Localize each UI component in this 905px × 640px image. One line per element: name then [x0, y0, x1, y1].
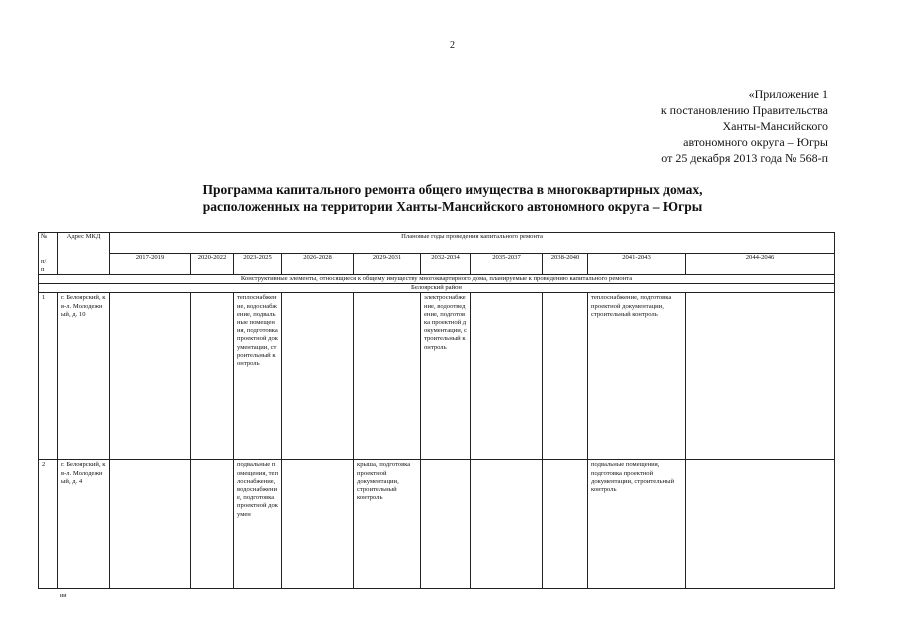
annex-line: к постановлению Правительства — [660, 103, 828, 117]
annex-line: Ханты-Мансийского — [722, 119, 828, 133]
section-caption: Конструктивные элементы, относящиеся к общему имуществу многоквартирного дома, планируемые к проведению капитального ремонта — [39, 275, 835, 284]
page-number: 2 — [450, 40, 455, 51]
header-period: 2041-2043 — [588, 254, 686, 275]
row-number: 2 — [39, 460, 58, 589]
header-period: 2017-2019 — [110, 254, 191, 275]
footer-mark: ии — [60, 593, 67, 599]
header-number — [39, 233, 58, 275]
annex-line: от 25 декабря 2013 года № 568-п — [661, 151, 828, 165]
header-number-label: № — [41, 233, 48, 240]
header-planned-years: Плановые годы проведения капитального ремонта — [110, 233, 835, 254]
table-row — [39, 293, 835, 460]
row-cell: подвальные помещения, теплоснабжение, водоснабжение, подготовка проектной докумен — [234, 460, 282, 589]
row-cell: подвальные помещения, подготовка проектной документации, строительный контроль — [588, 460, 686, 589]
header-address: Адрес МКД — [58, 233, 110, 275]
header-period: 2032-2034 — [421, 254, 471, 275]
row-cell — [686, 460, 835, 589]
row-cell: теплоснабжение, водоснабжение, подвальные помещения, подготовка проектной документации, строительный контроль — [234, 293, 282, 460]
row-cell — [543, 460, 588, 589]
row-cell — [282, 293, 354, 460]
row-cell — [471, 460, 543, 589]
row-cell — [110, 460, 191, 589]
annex-line: «Приложение 1 — [748, 87, 828, 101]
row-cell: крыша, подготовка проектной документации, строительный контроль — [354, 460, 421, 589]
row-cell — [354, 293, 421, 460]
header-number-sub: п — [41, 265, 45, 273]
annex-line: автономного округа – Югры — [683, 135, 828, 149]
document-title — [0, 182, 905, 215]
repair-program-table — [38, 232, 835, 589]
header-period: 2020-2022 — [191, 254, 234, 275]
row-address: г. Белоярский, кв-л. Молодежный, д. 10 — [58, 293, 110, 460]
row-cell — [110, 293, 191, 460]
header-period: 2029-2031 — [354, 254, 421, 275]
document-title-line: Программа капитального ремонта общего имущества в многоквартирных домах, — [202, 182, 703, 197]
row-cell — [543, 293, 588, 460]
row-cell — [686, 293, 835, 460]
document-title-line: расположенных на территории Ханты-Мансийского автономного округа – Югры — [202, 198, 703, 214]
header-period: 2044-2046 — [686, 254, 835, 275]
district-row: Белоярский район — [39, 284, 835, 293]
row-cell — [282, 460, 354, 589]
header-period: 2026-2028 — [282, 254, 354, 275]
row-address: г. Белоярский, кв-л. Молодежный, д. 4 — [58, 460, 110, 589]
row-number: 1 — [39, 293, 58, 460]
row-cell — [191, 460, 234, 589]
row-cell — [421, 460, 471, 589]
table-row — [39, 460, 835, 589]
row-cell: теплоснабжение, подготовка проектной документации, строительный контроль — [588, 293, 686, 460]
header-number-sub: п/ — [41, 257, 47, 265]
row-cell — [471, 293, 543, 460]
header-period: 2023-2025 — [234, 254, 282, 275]
header-period: 2035-2037 — [471, 254, 543, 275]
row-cell — [191, 293, 234, 460]
annex-reference — [661, 86, 828, 166]
row-cell: электроснабжение, водоотведение, подготовка проектной документации, строительный контроль — [421, 293, 471, 460]
header-period: 2038-2040 — [543, 254, 588, 275]
